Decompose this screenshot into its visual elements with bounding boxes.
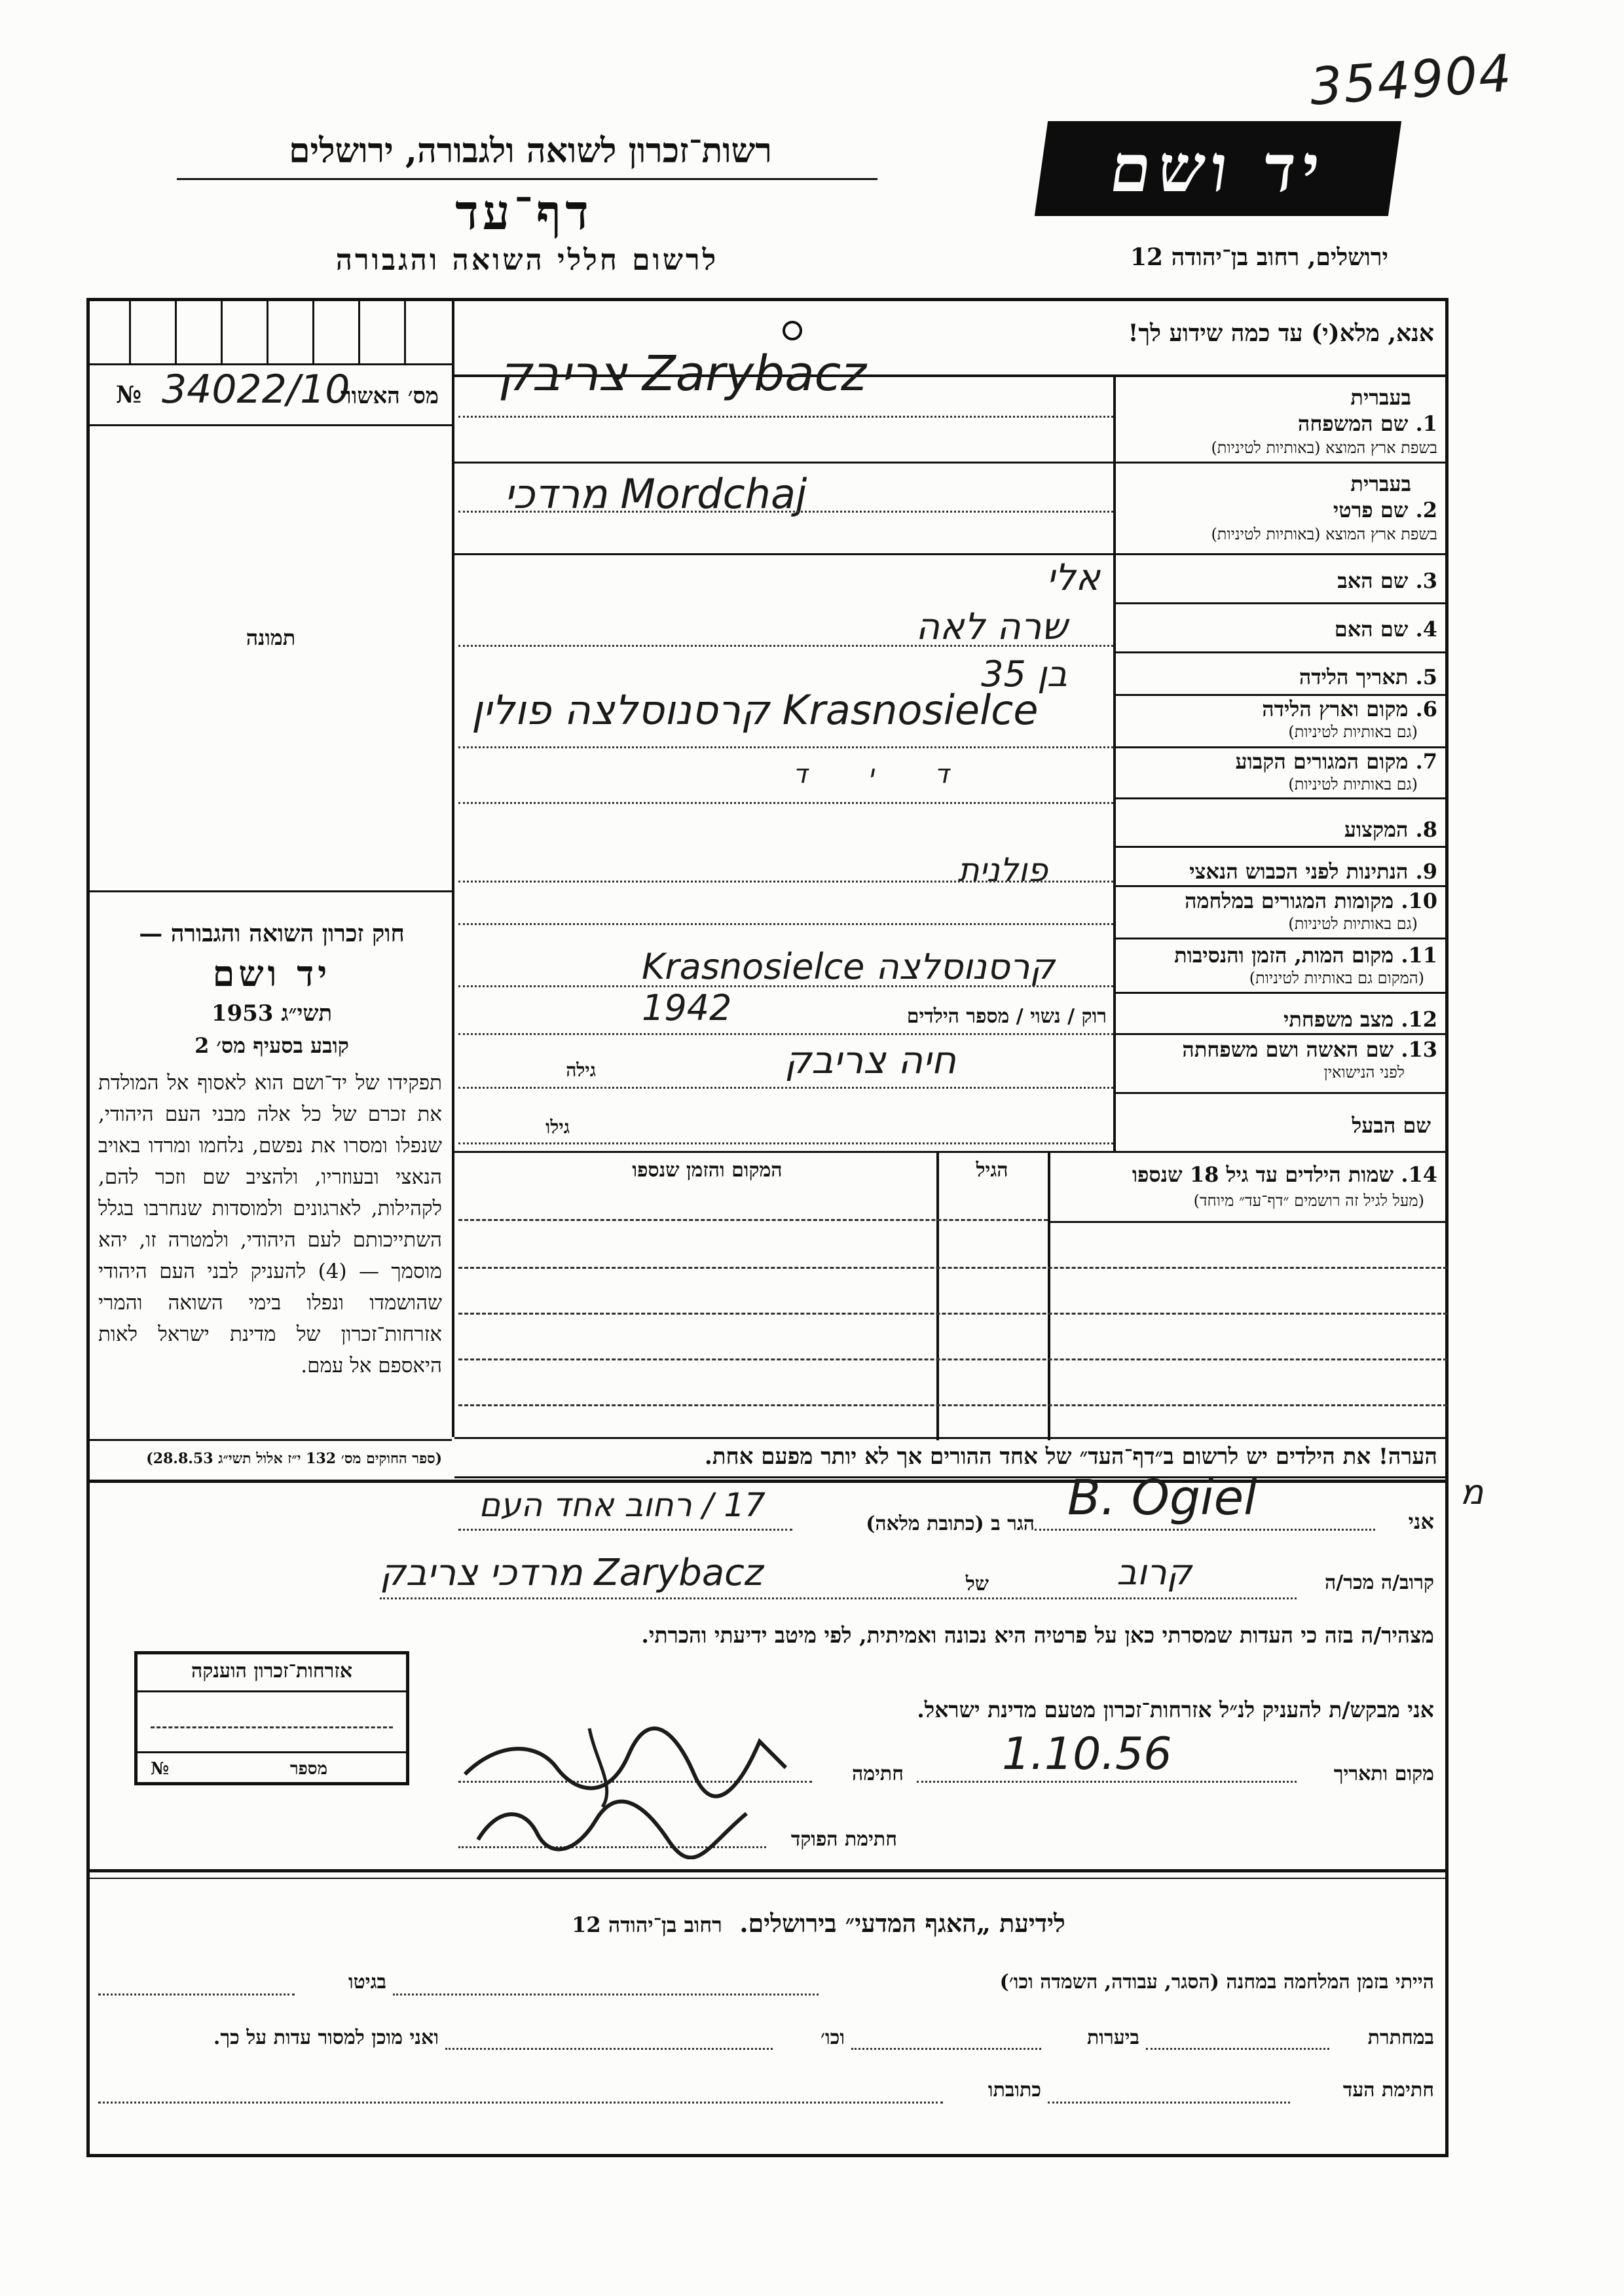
- of-label: של: [965, 1573, 989, 1595]
- field-2-first-name: [1116, 466, 1444, 548]
- field-1-label: 1. שם המשפחה: [1297, 411, 1437, 436]
- citizenship-no-mark: №: [151, 1759, 170, 1779]
- field-1-value: צריבק Zarybacz: [498, 346, 867, 402]
- field-2-label: 2. שם פרטי: [1333, 498, 1437, 522]
- field-1-lang: בעברית: [1350, 385, 1411, 410]
- law-clause: קובע בסעיף מס׳ 2: [194, 1033, 349, 1058]
- field-5-value: בן 35: [981, 653, 1067, 695]
- children-label: 14. שמות הילדים עד גיל 18 שנספו: [1132, 1162, 1437, 1187]
- law-org-name: יד ושם: [212, 953, 331, 994]
- address: ירושלים, רחוב בן־יהודה 12: [1130, 244, 1388, 271]
- no-mark: №: [116, 381, 142, 409]
- cert-number-ticks: [90, 301, 452, 363]
- field-9-label: 9. הנתינות לפני הכבוש הנאצי: [1189, 859, 1437, 884]
- field-2-value: מרדכי Mordchaj: [504, 470, 807, 518]
- margin-mark: מ: [1460, 1473, 1484, 1512]
- relation-value: קרוב: [1116, 1552, 1192, 1593]
- field-7-residence: [1116, 748, 1444, 800]
- field-10-wartime-residence: [1116, 887, 1444, 939]
- field-10-sub: (גם באותיות לטיניות): [1288, 915, 1418, 933]
- field-2-lang: בעברית: [1350, 471, 1411, 496]
- place-date-label: מקום ותאריך: [1333, 1762, 1434, 1785]
- cert-number-value: 34022/10: [162, 367, 350, 412]
- field-11-label: 11. מקום המות, הזמן והנסיבות: [1174, 943, 1437, 968]
- field-10-label: 10. מקומות המגורים במלחמה: [1185, 888, 1437, 913]
- bottom-line2-ready: ואני מוכן למסור עדות על כך.: [213, 2026, 439, 2049]
- law-year: תשי״ג 1953: [211, 1000, 333, 1027]
- bottom-line3-signature: חתימת העד: [1342, 2079, 1434, 2102]
- citizenship-number-label: מספר: [289, 1759, 327, 1779]
- field-2-sub: בשפת ארץ המוצא (באותיות לטיניות): [1211, 525, 1437, 543]
- archive-stamp-number: 354904: [1308, 44, 1515, 117]
- field-5-label: 5. תאריך הלידה: [1299, 665, 1437, 689]
- emblem-icon: [783, 321, 802, 340]
- children-col-place: המקום והזמן שנספו: [632, 1159, 783, 1182]
- field-13-label: 13. שם האשה ושם משפחתה: [1182, 1037, 1437, 1062]
- field-11-sub: (המקום גם באותיות לטיניות): [1249, 969, 1424, 987]
- bottom-line3-address: כתובתו: [987, 2079, 1041, 2102]
- form-title: דף־עד: [455, 185, 593, 241]
- yad-vashem-logo: [1035, 121, 1401, 216]
- husband-age-label: גילו: [545, 1116, 570, 1138]
- field-12-label: 12. מצב משפחתי: [1283, 1007, 1437, 1032]
- law-citation: (ספר החוקים מס׳ 132 י״ז אלול תשי״ג 28.8.53): [146, 1450, 442, 1467]
- declarant-address: 17 / רחוב אחד העם: [479, 1486, 766, 1524]
- bottom-line2-underground: במחתרת: [1367, 2026, 1434, 2049]
- official-signature: [471, 1787, 760, 1859]
- place-date-value: 1.10.56: [1002, 1728, 1172, 1780]
- children-col-age: הגיל: [976, 1159, 1008, 1182]
- cert-number-label: מס׳ האשור: [340, 383, 439, 409]
- field-6-value: קרסנוסלצה פולין Krasnosielce: [471, 686, 1039, 734]
- husband-name-label: שם הבעל: [1352, 1113, 1431, 1138]
- intro-text: אנא, מלא(י) עד כמה שידוע לך!: [1128, 319, 1434, 347]
- field-6-birthplace: [1116, 695, 1444, 748]
- field-8-label: 8. המקצוע: [1344, 817, 1437, 842]
- authority-name: רשות־זכרון לשואה ולגבורה, ירושלים: [289, 131, 772, 171]
- law-title: חוק זכרון השואה והגבורה —: [139, 920, 405, 947]
- field-9-value: פולנית: [957, 851, 1048, 889]
- declarant-name: B. Ogiel: [1067, 1470, 1257, 1526]
- bottom-line1-ghetto: בגיטו: [348, 1971, 386, 1994]
- field-4-value: שרה לאה: [915, 606, 1067, 648]
- citizenship-box: [134, 1651, 409, 1785]
- field-11-death-circumstances: [1116, 941, 1444, 994]
- field-12-options: רוק / נשוי / מספר הילדים: [906, 1005, 1107, 1028]
- field-3-value: אלי: [1046, 556, 1100, 599]
- form-subtitle: לרשום חללי השואה והגבורה: [335, 244, 719, 277]
- signature-label: חתימה: [852, 1762, 904, 1785]
- relative-label: קרוב/ה מכר/ה: [1325, 1571, 1434, 1594]
- field-6-label: 6. מקום וארץ הלידה: [1262, 697, 1437, 721]
- declarant-address-label: הגר ב (כתובת מלאה): [866, 1512, 1035, 1535]
- declarant-ani-label: אני: [1408, 1509, 1434, 1534]
- deceased-name: מרדכי צריבק Zarybacz: [380, 1552, 764, 1594]
- bottom-title: לידיעת „האגף המדעי״ בירושלים. רחוב בן־יהודה 12: [572, 1908, 1065, 1938]
- cert-number-row: [90, 367, 452, 426]
- field-6-sub: (גם באותיות לטיניות): [1288, 723, 1418, 741]
- children-header: [1051, 1156, 1444, 1221]
- bottom-line1-camp: הייתי בזמן המלחמה במחנה (הסגר, עבודה, השמדה וכו׳): [999, 1971, 1434, 1994]
- law-body: תפקידו של יד־ושם הוא לאסוף אל המולדת את זכרם של כל אלה מבני העם היהודי, שנפלו ומסרו את נפשם, נלחמו ומרדו באויב הנאצי ובעוזריו, ולהציב שם וזכר להם, לקהילות, לארגונים ולמוסדות שנחרבו בגלל השתייכותם לעם היהודי, ולמטרה זו, יהא מוסמך — (4) להעניק לבני העם היהודי שהושמדו ונפלו בימי השואה והמרי אזרחות־זכרון של מדינת ישראל לאות היאספם אל עמם.: [98, 1071, 442, 1377]
- field-13-age-label: גילה: [566, 1059, 596, 1081]
- field-7-sub: (גם באותיות לטיניות): [1288, 775, 1418, 793]
- citizenship-title: אזרחות־זכרון הוענקה: [191, 1660, 353, 1683]
- bottom-line2-forests: ביערות: [1086, 2026, 1139, 2049]
- official-signature-label: חתימת הפוקד: [790, 1828, 897, 1851]
- children-sub: (מעל לגיל זה רושמים ״דף־עד״ מיוחד): [1193, 1192, 1424, 1210]
- field-3-label: 3. שם האב: [1337, 568, 1437, 593]
- declaration-text: מצהיר/ה בזה כי העדות שמסרתי כאן על פרטיה היא נכונה ואמיתית, לפי מיטב ידיעתי והכרתי.: [641, 1622, 1434, 1648]
- field-4-label: 4. שם האם: [1334, 617, 1437, 642]
- field-13-value: חיה צריבק: [784, 1038, 956, 1082]
- note-text: הערה! את הילדים יש לרשום ב״דף־העד״ של אחד ההורים אך לא יותר מפעם אחת.: [704, 1444, 1437, 1470]
- logo-text: יד ושם: [1105, 130, 1331, 207]
- field-7-value: ד י ד: [792, 759, 976, 790]
- field-13-wife-name: [1116, 1036, 1444, 1088]
- request-text: אני מבקש/ת להעניק לנ״ל אזרחות־זכרון מטעם מדינת ישראל.: [917, 1697, 1434, 1722]
- field-1-sub: בשפת ארץ המוצא (באותיות לטיניות): [1211, 439, 1437, 457]
- field-13-sub: לפני הנישואין: [1323, 1063, 1405, 1082]
- bottom-line2-etc: וכו׳: [821, 2026, 845, 2049]
- field-7-label: 7. מקום המגורים הקבוע: [1235, 749, 1437, 774]
- photo-placeholder-label: תמונה: [246, 625, 296, 650]
- field-1-family-name: [1116, 380, 1444, 462]
- field-11-value: Krasnosielce קרסנוסלצה 1942: [642, 946, 1055, 1029]
